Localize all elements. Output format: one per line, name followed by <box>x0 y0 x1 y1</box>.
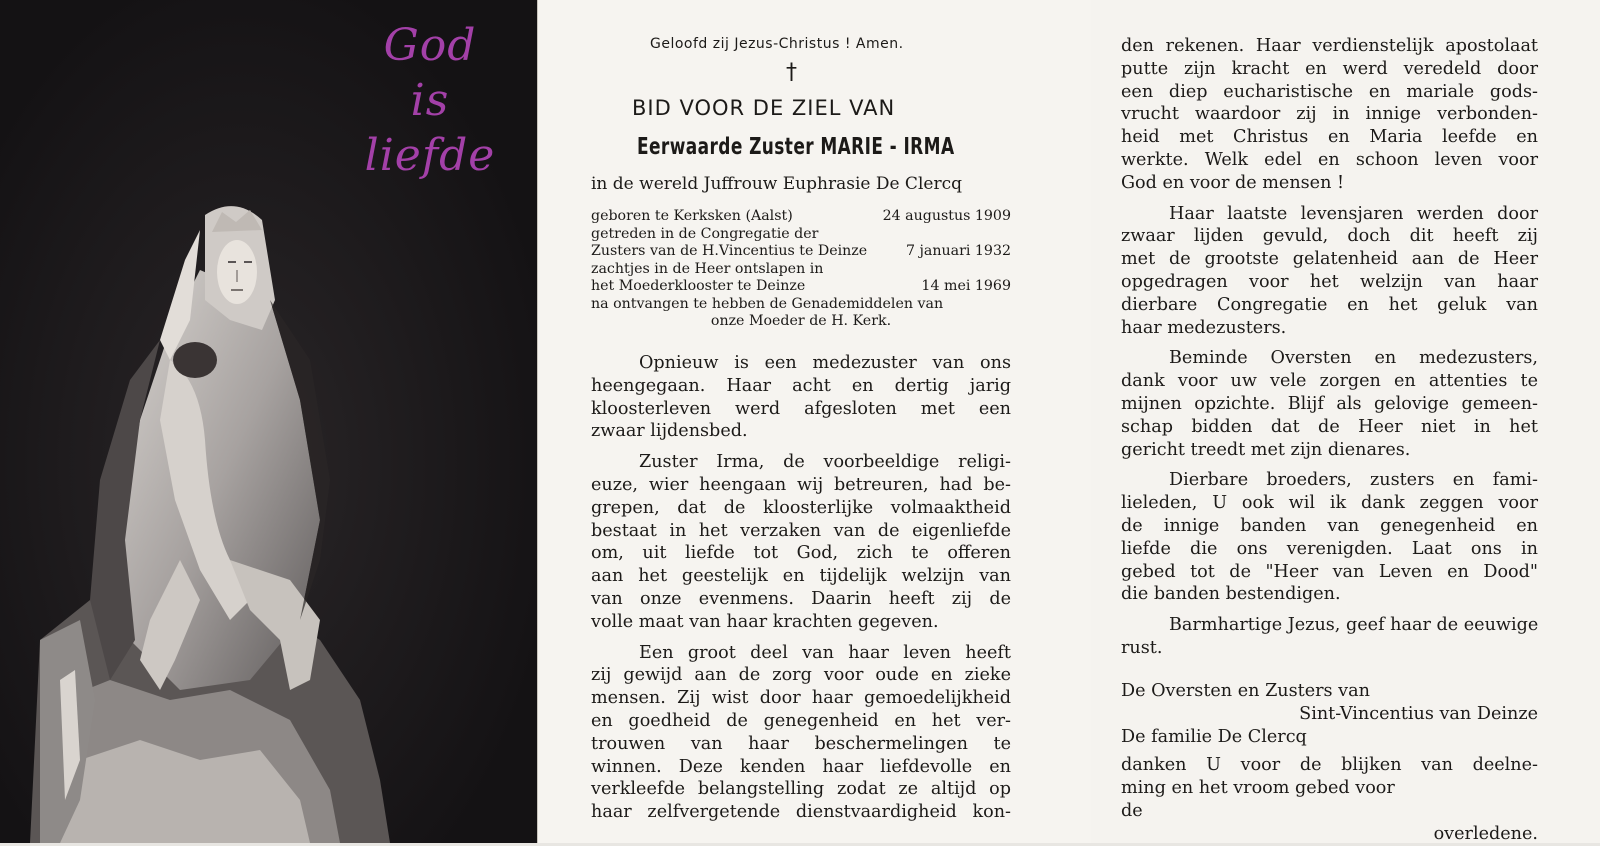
paragraph <box>1121 614 1538 660</box>
paragraph <box>1121 469 1538 606</box>
fact-date: 24 augustus 1909 <box>882 208 1011 224</box>
pray-heading: BID VOOR DE ZIEL VAN <box>632 96 896 120</box>
fact-row <box>591 243 1011 261</box>
text-line: den rekenen. Haar verdienstelijk apostolaat <box>1121 36 1538 56</box>
paragraph <box>1121 203 1538 340</box>
paragraph <box>1121 347 1538 461</box>
text-line: dank voor uw vele zorgen en attenties te <box>1121 371 1538 392</box>
text-line: mijnen opzichte. Blijf als gelovige gemeen- <box>1121 393 1538 414</box>
cover-title <box>340 18 520 183</box>
text-line: Een groot deel van haar leven heeft <box>639 642 1011 663</box>
text-line: Barmhartige Jezus, geef haar de eeuwige <box>1169 615 1539 636</box>
text-line: bestaat in het verzaken van de eigenliefde <box>591 520 1011 541</box>
praise-line: Geloofd zij Jezus-Christus ! Amen. <box>650 36 904 52</box>
fact-text: onze Moeder de H. Kerk. <box>710 313 892 329</box>
fact-date: 14 mei 1969 <box>921 278 1011 294</box>
fact-row <box>591 313 1011 331</box>
text-line: met de grootste gelatenheid aan de Heer <box>1121 249 1538 270</box>
paragraph <box>591 642 1011 824</box>
fact-text: Zusters van de H.Vincentius te Deinze <box>591 243 868 259</box>
text-line: Haar laatste levensjaren werden door <box>1169 203 1538 224</box>
text-line: om, uit liefde tot God, zich te offeren <box>591 543 1011 564</box>
text-line: werkte. Welk edel en schoon leven voor <box>1121 149 1538 170</box>
text-line: dierbare Congregatie en het geluk van <box>1121 294 1538 315</box>
signature-line: ming en het vroom gebed voor de <box>1121 778 1395 821</box>
text-line: grepen, dat de kloosterlijke volmaaktheid <box>591 497 1011 518</box>
right-body-text <box>1121 35 1538 668</box>
text-line: van onze evenmens. Daarin heeft zij de <box>591 588 1011 609</box>
signature-block <box>1121 680 1538 846</box>
text-line: winnen. Deze kenden haar liefdevolle en <box>591 756 1011 777</box>
fact-text: geboren te Kerksken (Aalst) <box>591 208 793 224</box>
fact-row <box>591 278 1011 296</box>
text-line: putte zijn kracht en werd veredeld door <box>1121 58 1538 79</box>
text-line: aan het geestelijk en tijdelijk welzijn van <box>591 566 1011 587</box>
text-line: liefde die ons verenigden. Laat ons in <box>1121 538 1538 559</box>
deceased-name: Eerwaarde Zuster MARIE - IRMA <box>637 134 955 160</box>
text-line: trouwen van haar beschermelingen te <box>591 733 1011 754</box>
text-line: vrucht waardoor zij in innige verbonden- <box>1121 104 1538 125</box>
signature-line: danken U voor de blijken van deelne- <box>1121 755 1538 776</box>
text-line: Dierbare broeders, zusters en fami- <box>1169 470 1538 491</box>
text-line: zwaar lijden gevuld, doch dit heeft zij <box>1121 226 1538 247</box>
text-line: de innige banden van genegenheid en <box>1121 515 1538 536</box>
text-line: gebed tot de "Heer van Leven en Dood" <box>1121 561 1538 582</box>
text-line: gericht treedt met zijn dienares. <box>1121 439 1411 460</box>
text-line: opgedragen voor het welzijn van haar <box>1121 271 1538 292</box>
fact-row <box>591 296 1011 314</box>
text-line: haar medezusters. <box>1121 317 1287 338</box>
text-line: lieleden, U ook wil ik dank zeggen voor <box>1121 493 1538 514</box>
text-line: heid met Christus en Maria leefde en <box>1121 127 1538 148</box>
text-line: die banden bestendigen. <box>1121 584 1341 605</box>
text-line: schap bidden dat de Heer niet in het <box>1121 416 1538 437</box>
life-facts <box>591 208 1011 331</box>
cover-title-line: liefde <box>364 130 496 181</box>
text-line: volle maat van haar krachten gegeven. <box>591 611 939 632</box>
cover-panel <box>0 0 537 843</box>
paragraph <box>1121 35 1538 195</box>
text-line: Beminde Oversten en medezusters, <box>1169 348 1538 369</box>
fact-text: het Moederklooster te Deinze <box>591 278 806 294</box>
text-line: heengegaan. Haar acht en dertig jarig <box>591 375 1011 396</box>
text-line: mensen. Zij wist door haar gemoedelijkheid <box>591 688 1011 709</box>
cover-title-line: is <box>410 75 450 126</box>
cross-icon: † <box>786 60 797 85</box>
middle-body-text <box>591 352 1011 832</box>
paragraph <box>591 352 1011 443</box>
fact-text: getreden in de Congregatie der <box>591 225 819 242</box>
fact-date: 7 januari 1932 <box>905 243 1011 259</box>
cover-title-line: God <box>383 20 477 71</box>
signature-line: overledene. <box>1433 823 1538 844</box>
fact-text: na ontvangen te hebben de Genademiddelen van <box>591 295 944 312</box>
text-line: zij gewijd aan de zorg voor oude en zieke <box>591 665 1011 686</box>
text-line: rust. <box>1121 637 1163 658</box>
signature-line: Sint-Vincentius van Deinze <box>1299 703 1538 724</box>
paragraph <box>591 451 1011 633</box>
text-line: Opnieuw is een medezuster van ons <box>639 353 1011 373</box>
fact-row <box>591 226 1011 244</box>
text-line: verkleefde belangstelling zodat ze altijd op <box>591 779 1011 800</box>
text-line: en goedheid de genegenheid en het ver- <box>591 710 1011 731</box>
fact-text: zachtjes in de Heer ontslapen in <box>591 260 824 277</box>
fact-row <box>591 261 1011 279</box>
text-line: God en voor de mensen ! <box>1121 172 1345 193</box>
signature-line: De familie De Clercq <box>1121 726 1307 747</box>
secular-name: in de wereld Juffrouw Euphrasie De Clercq <box>591 174 962 194</box>
text-line: een diep eucharistische en mariale gods- <box>1121 81 1538 102</box>
text-line: euze, wier heengaan wij betreuren, had be- <box>591 474 1011 495</box>
text-line: haar zelfvergetende dienstvaardigheid kon- <box>591 802 1011 823</box>
text-line: Zuster Irma, de voorbeeldige religi- <box>639 452 1011 473</box>
signature-line: De Oversten en Zusters van <box>1121 681 1370 701</box>
fact-row <box>591 208 1011 226</box>
text-line: zwaar lijdensbed. <box>591 421 748 442</box>
text-line: kloosterleven werd afgesloten met een <box>591 398 1011 419</box>
